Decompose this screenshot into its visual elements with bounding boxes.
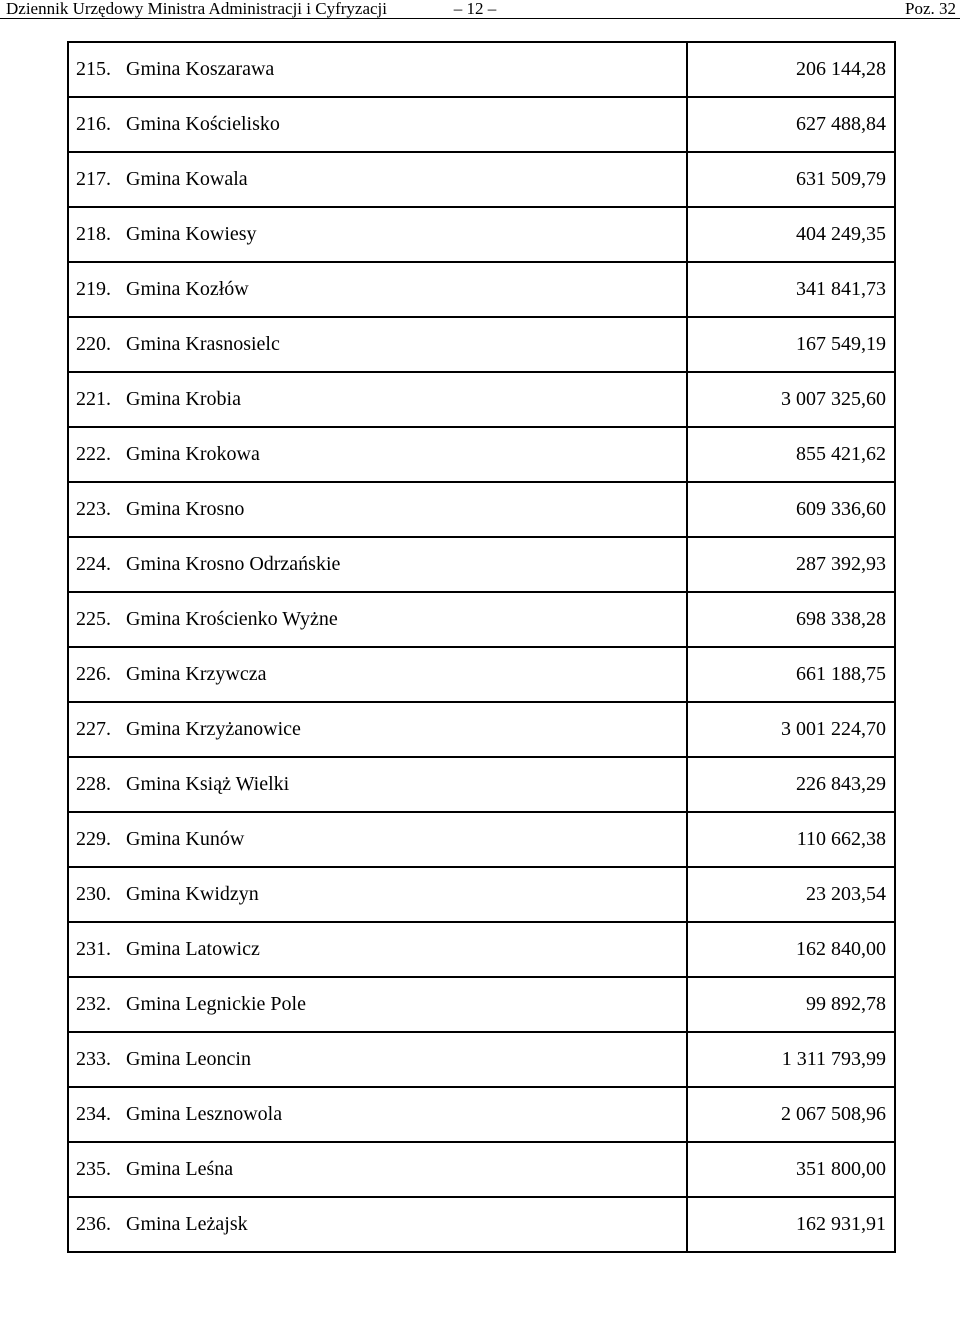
amount-cell: 226 843,29 [687,757,895,812]
row-number: 230. [76,883,111,905]
table-row [68,372,895,427]
table-row [68,427,895,482]
municipality-cell [68,1032,687,1087]
row-number: 218. [76,223,111,245]
row-number: 233. [76,1048,111,1070]
table-row [68,152,895,207]
municipality-cell [68,812,687,867]
row-number: 229. [76,828,111,850]
amount-cell: 627 488,84 [687,97,895,152]
amount-cell: 287 392,93 [687,537,895,592]
amount-cell: 162 840,00 [687,922,895,977]
municipality-name: Gmina Koszarawa [126,58,275,80]
municipality-name: Gmina Krościenko Wyżne [126,608,338,630]
table-row [68,647,895,702]
position-number: Poz. 32 [905,0,956,18]
table-row [68,1032,895,1087]
amount-cell: 855 421,62 [687,427,895,482]
municipality-name: Gmina Kościelisko [126,113,280,135]
row-number: 215. [76,58,111,80]
municipality-name: Gmina Krokowa [126,443,260,465]
table-row [68,1197,895,1252]
municipality-cell [68,647,687,702]
municipality-cell [68,1197,687,1252]
row-number: 234. [76,1103,111,1125]
row-number: 235. [76,1158,111,1180]
municipality-name: Gmina Krzywcza [126,663,267,685]
municipality-cell [68,757,687,812]
municipality-name: Gmina Krasnosielc [126,333,280,355]
table-row [68,812,895,867]
amount-cell: 99 892,78 [687,977,895,1032]
table-row [68,592,895,647]
municipality-name: Gmina Krosno [126,498,245,520]
journal-title: Dziennik Urzędowy Ministra Administracji i Cyfryzacji [6,0,387,18]
municipality-cell [68,207,687,262]
municipality-name: Gmina Krzyżanowice [126,718,301,740]
header-rule [0,18,960,19]
municipality-cell [68,867,687,922]
table-row [68,97,895,152]
row-number: 224. [76,553,111,575]
row-number: 220. [76,333,111,355]
municipality-cell [68,372,687,427]
table-row [68,207,895,262]
municipality-name: Gmina Leżajsk [126,1213,248,1235]
amount-cell: 351 800,00 [687,1142,895,1197]
municipality-cell [68,317,687,372]
amount-cell: 23 203,54 [687,867,895,922]
table-row [68,867,895,922]
municipality-cell [68,97,687,152]
municipality-cell [68,537,687,592]
municipality-cell [68,262,687,317]
amount-cell: 2 067 508,96 [687,1087,895,1142]
row-number: 221. [76,388,111,410]
amount-cell: 631 509,79 [687,152,895,207]
amount-cell: 3 007 325,60 [687,372,895,427]
table-row [68,702,895,757]
municipality-cell [68,42,687,97]
row-number: 217. [76,168,111,190]
row-number: 219. [76,278,111,300]
row-number: 222. [76,443,111,465]
row-number: 223. [76,498,111,520]
municipality-cell [68,427,687,482]
municipality-name: Gmina Książ Wielki [126,773,290,795]
amount-cell: 661 188,75 [687,647,895,702]
table-row [68,922,895,977]
row-number: 228. [76,773,111,795]
row-number: 232. [76,993,111,1015]
municipality-name: Gmina Kowiesy [126,223,257,245]
municipality-name: Gmina Leśna [126,1158,234,1180]
amount-cell: 110 662,38 [687,812,895,867]
amount-cell: 3 001 224,70 [687,702,895,757]
table-row [68,1087,895,1142]
amount-cell: 167 549,19 [687,317,895,372]
municipality-name: Gmina Kozłów [126,278,249,300]
row-number: 216. [76,113,111,135]
table-row [68,977,895,1032]
municipality-name: Gmina Kunów [126,828,245,850]
row-number: 236. [76,1213,111,1235]
amount-cell: 609 336,60 [687,482,895,537]
municipality-cell [68,1087,687,1142]
municipality-cell [68,1142,687,1197]
municipality-name: Gmina Kwidzyn [126,883,259,905]
amount-cell: 162 931,91 [687,1197,895,1252]
table-row [68,482,895,537]
municipality-cell [68,152,687,207]
allocation-table [67,41,896,1253]
municipality-name: Gmina Krobia [126,388,241,410]
amount-cell: 698 338,28 [687,592,895,647]
table-row [68,262,895,317]
row-number: 226. [76,663,111,685]
municipality-cell [68,482,687,537]
municipality-cell [68,977,687,1032]
municipality-cell [68,592,687,647]
municipality-name: Gmina Leoncin [126,1048,251,1070]
amount-cell: 1 311 793,99 [687,1032,895,1087]
municipality-name: Gmina Krosno Odrzańskie [126,553,341,575]
page-number: – 12 – [453,0,497,18]
municipality-cell [68,702,687,757]
row-number: 225. [76,608,111,630]
municipality-name: Gmina Lesznowola [126,1103,283,1125]
amount-cell: 341 841,73 [687,262,895,317]
table-row [68,537,895,592]
amount-cell: 206 144,28 [687,42,895,97]
row-number: 227. [76,718,111,740]
municipality-name: Gmina Latowicz [126,938,260,960]
table-row [68,317,895,372]
municipality-cell [68,922,687,977]
municipality-name: Gmina Kowala [126,168,248,190]
allocation-table-body [68,42,895,1252]
amount-cell: 404 249,35 [687,207,895,262]
municipality-name: Gmina Legnickie Pole [126,993,306,1015]
row-number: 231. [76,938,111,960]
table-row [68,42,895,97]
table-row [68,757,895,812]
table-row [68,1142,895,1197]
page-header [0,0,960,18]
